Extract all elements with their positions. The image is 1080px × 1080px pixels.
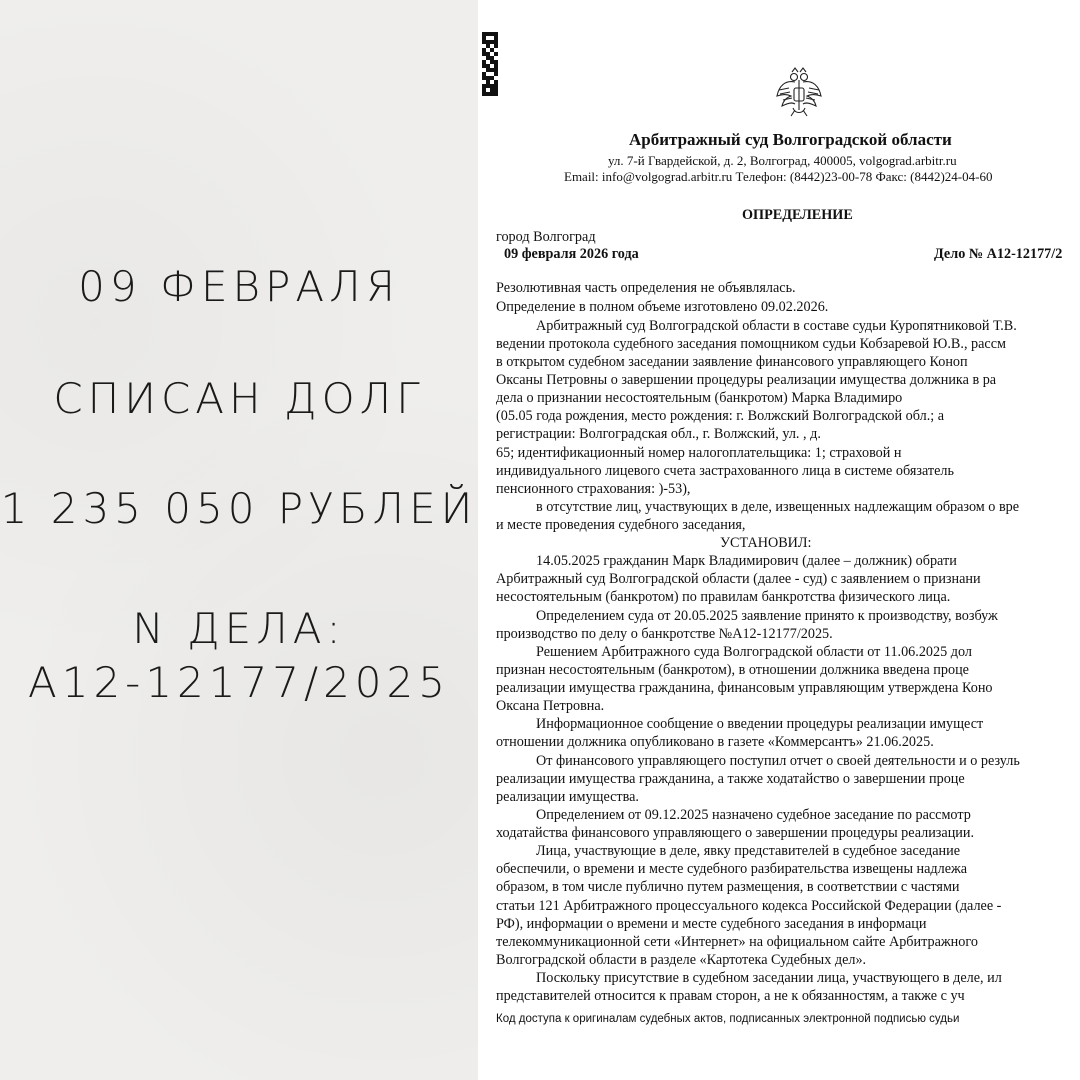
document-line: Определение в полном объеме изготовлено 09.02.2026. <box>496 299 829 315</box>
promo-amount: 1 235 050 РУБЛЕЙ <box>0 484 478 533</box>
document-line: реализации имущества гражданина, а также ходатайство о завершении проце <box>496 771 965 787</box>
document-line: Поскольку присутствие в судебном заседании лица, участвующего в деле, ил <box>536 970 1002 986</box>
document-line: индивидуального лицевого счета застрахованного лица в системе обязатель <box>496 463 954 479</box>
document-line: реализации имущества гражданина, финансовым управляющим утверждена Коно <box>496 680 993 696</box>
document-line: несостоятельным (банкротом) по правилам банкротства физического лица. <box>496 589 951 605</box>
document-line: пенсионного страхования: )-53), <box>496 481 691 497</box>
promo-case-number: А12-12177/2025 <box>28 658 450 707</box>
court-contacts: Email: info@volgograd.arbitr.ru Телефон: (8442)23-00-78 Факс: (8442)24-04-60 <box>564 169 993 184</box>
document-line: Резолютивная часть определения не объявлялась. <box>496 280 796 296</box>
document-line: Оксана Петровна. <box>496 698 605 714</box>
document-city: город Волгоград <box>496 229 596 245</box>
promo-date: 09 ФЕВРАЛЯ <box>78 262 400 311</box>
document-line: Арбитражный суд Волгоградской области в составе судьи Куропятниковой Т.В. <box>536 318 1017 334</box>
document-line: 65; идентификационный номер налогоплательщика: 1; страховой н <box>496 445 902 461</box>
document-line: производство по делу о банкротстве №А12-12177/2025. <box>496 626 833 642</box>
document-line: регистрации: Волгоградская обл., г. Волжский, ул. , д. <box>496 426 821 442</box>
promo-case-label: N ДЕЛА: <box>132 604 346 653</box>
court-address: ул. 7-й Гвардейской, д. 2, Волгоград, 400005, volgograd.arbitr.ru <box>608 153 957 168</box>
section-heading: УСТАНОВИЛ: <box>720 535 812 551</box>
document-line: Лица, участвующие в деле, явку представителей в судебное заседание <box>536 843 961 859</box>
document-line: Решением Арбитражного суда Волгоградской области от 11.06.2025 дол <box>536 644 972 660</box>
document-line: 14.05.2025 гражданин Марк Владимирович (далее – должник) обрати <box>536 553 957 569</box>
document-date: 09 февраля 2026 года <box>504 246 639 262</box>
document-line: Определением суда от 20.05.2025 заявление принято к производству, возбуж <box>536 608 998 624</box>
document-line: Информационное сообщение о введении процедуры реализации имущест <box>536 716 984 732</box>
promo-headline: СПИСАН ДОЛГ <box>53 374 425 423</box>
document-line: дела о признании несостоятельным (банкротом) Марка Владимиро <box>496 390 903 406</box>
document-line: и месте проведения судебного заседания, <box>496 517 746 533</box>
promo-panel <box>0 0 478 1080</box>
coat-of-arms-icon <box>775 66 823 118</box>
qr-code-icon <box>482 32 498 98</box>
document-line: ходатайства финансового управляющего о завершении процедуры реализации. <box>496 825 975 841</box>
document-line: От финансового управляющего поступил отчет о своей деятельности и о резуль <box>536 753 1020 769</box>
document-line: статьи 121 Арбитражного процессуального кодекса Российской Федерации (далее - <box>496 898 1002 914</box>
document-line: обеспечили, о времени и месте судебного разбирательства извещены надлежа <box>496 861 968 877</box>
document-line: Определением от 09.12.2025 назначено судебное заседание по рассмотр <box>536 807 971 823</box>
document-line: Волгоградской области в разделе «Картотека Судебных дел». <box>496 952 867 968</box>
court-name: Арбитражный суд Волгоградской области <box>629 130 952 149</box>
document-line: (05.05 года рождения, место рождения: г. Волжский Волгоградской обл.; а <box>496 408 945 424</box>
document-line: в отсутствие лиц, участвующих в деле, извещенных надлежащим образом о вре <box>536 499 1020 515</box>
document-line: РФ), информации о времени и месте судебного заседания в информаци <box>496 916 927 932</box>
document-line: в открытом судебном заседании заявление финансового управляющего Коноп <box>496 354 968 370</box>
document-line: Арбитражный суд Волгоградской области (далее - суд) с заявлением о признани <box>496 571 981 587</box>
access-code-note: Код доступа к оригиналам судебных актов, подписанных электронной подписью судьи <box>496 1013 960 1025</box>
case-reference: Дело № А12-12177/2 <box>934 246 1063 262</box>
document-line: образом, в том числе публично путем размещения, в соответствии с частями <box>496 879 960 895</box>
document-line: отношении должника опубликовано в газете «Коммерсантъ» 21.06.2025. <box>496 734 934 750</box>
court-document <box>478 0 1080 1080</box>
document-line: телекоммуникационной сети «Интернет» на официальном сайте Арбитражного <box>496 934 978 950</box>
document-line: ведении протокола судебного заседания помощником судьи Кобзаревой Ю.В., рассм <box>496 336 1007 352</box>
document-line: реализации имущества. <box>496 789 639 805</box>
document-line: представителей относится к правам сторон, а не к обязанностям, а также с уч <box>496 988 965 1004</box>
document-line: Оксаны Петровны о завершении процедуры реализации имущества должника в ра <box>496 372 997 388</box>
document-type: ОПРЕДЕЛЕНИЕ <box>742 207 853 223</box>
document-line: признан несостоятельным (банкротом), в отношении должника введена проце <box>496 662 969 678</box>
